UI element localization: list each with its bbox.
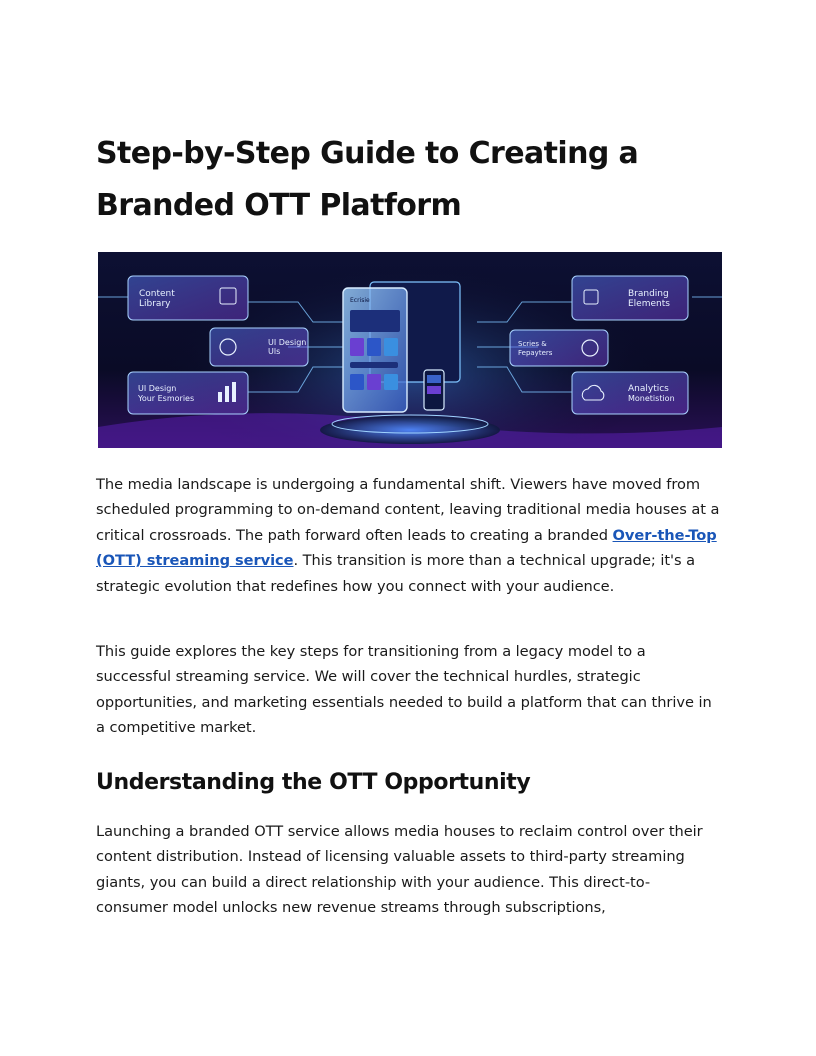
svg-text:Analytics: Analytics <box>628 384 669 394</box>
opportunity-paragraph: Launching a branded OTT service allows media houses to reclaim control over their content distribution. Instead of licensing valuable assets to third-party streaming giants, you can build a direct relationship with your audience. This direct-to-consumer model unlocks new revenue streams through subscriptions, <box>96 823 703 917</box>
section-heading: Understanding the OTT Opportunity <box>96 770 531 795</box>
svg-text:Content: Content <box>139 289 175 299</box>
svg-text:Uls: Uls <box>268 347 281 356</box>
svg-text:Ecrisie: Ecrisie <box>350 297 370 304</box>
guide-overview-paragraph: This guide explores the key steps for transitioning from a legacy model to a successful streaming service. We will cover the technical hurdles, strategic opportunities, and marketing essentials needed to build a platform that can thrive in a competitive market. <box>96 643 712 737</box>
svg-text:Library: Library <box>139 299 171 309</box>
central-device-stack <box>343 282 460 412</box>
svg-text:Your Esmories: Your Esmories <box>138 394 195 403</box>
svg-text:Elements: Elements <box>628 299 670 309</box>
svg-text:Fepayters: Fepayters <box>518 349 553 357</box>
page-title: Step-by-Step Guide to Creating a Branded OTT Platform <box>96 136 639 223</box>
svg-text:Monetistion: Monetistion <box>628 394 675 403</box>
svg-text:Scries &: Scries & <box>518 340 547 348</box>
svg-text:UI Design: UI Design <box>268 338 307 347</box>
hero-illustration <box>98 252 722 448</box>
intro-paragraph: The media landscape is undergoing a fundamental shift. Viewers have moved from scheduled programming to on-demand content, leaving traditional media houses at a critical crossroads. The path forward often leads to creating a branded Over-the-Top (OTT) streaming service. This transition is more than a technical upgrade; it's a strategic evolution that redefines how you connect with your audience. <box>96 476 720 595</box>
svg-text:UI Design: UI Design <box>138 384 177 393</box>
svg-text:Branding: Branding <box>628 289 669 299</box>
ott-service-link[interactable]: Over-the-Top (OTT) streaming service <box>96 526 717 570</box>
